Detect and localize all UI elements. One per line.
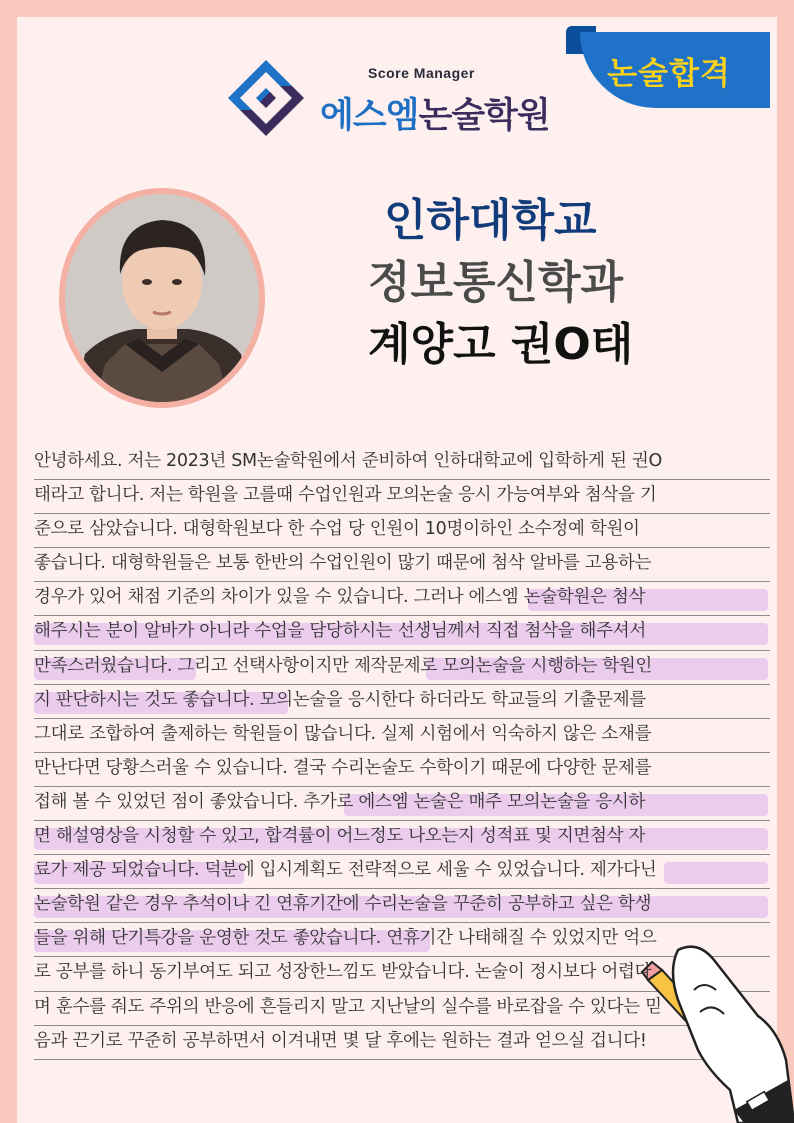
student-photo [65, 194, 259, 402]
highlight [664, 862, 768, 884]
pass-badge [566, 22, 778, 102]
logo-mark-icon [226, 58, 306, 138]
essay-line: 좋습니다. 대형학원들은 보통 한반의 수업인원이 많기 때문에 첨삭 알바를 고용하는 [34, 548, 770, 582]
essay-line: 경우가 있어 채점 기준의 차이가 있을 수 있습니다. 그러나 에스엠 논술학원은 첨삭 [34, 582, 770, 616]
university-title: 인하대학교 [384, 195, 597, 246]
logo-name-part2: 논술학원 [418, 96, 550, 136]
student-portrait-image [65, 194, 259, 402]
badge-label: 논술합격 [607, 56, 731, 92]
essay-line: 음과 끈기로 꾸준히 공부하면서 이겨내면 몇 달 후에는 원하는 결과 얻으실 겁니다! [34, 1026, 770, 1060]
essay-line: 태라고 합니다. 저는 학원을 고를때 수업인원과 모의논술 응시 가능여부와 첨삭을 기 [34, 480, 770, 514]
essay-line: 로 공부를 하니 동기부여도 되고 성장한느낌도 받았습니다. 논술이 정시보다 어렵다 [34, 957, 770, 991]
essay-line: 료가 제공 되었습니다. 덕분에 입시계획도 전략적으로 세울 수 있었습니다. 제가다닌 [34, 855, 770, 889]
logo-subtitle: Score Manager [368, 65, 475, 81]
essay-line: 안녕하세요. 저는 2023년 SM논술학원에서 준비하여 인하대학교에 입학하게 된 권O [34, 446, 770, 480]
logo-name [320, 88, 550, 138]
department-title: 정보통신학과 [368, 257, 624, 308]
essay-line: 지 판단하시는 것도 좋습니다. 모의논술을 응시한다 하더라도 학교들의 기출문제를 [34, 685, 770, 719]
essay-line: 들을 위해 단기특강을 운영한 것도 좋았습니다. 연휴기간 나태해질 수 있었지만 억으 [34, 923, 770, 957]
essay-line: 그대로 조합하여 출제하는 학원들이 많습니다. 실제 시험에서 익숙하지 않은 소재를 [34, 719, 770, 753]
hand-pencil-icon [638, 920, 794, 1123]
essay-line: 만난다면 당황스러울 수 있습니다. 결국 수리논술도 수학이기 때문에 다양한 문제를 [34, 753, 770, 787]
essay-line: 논술학원 같은 경우 추석이나 긴 연휴기간에 수리논술을 꾸준히 공부하고 싶은 학생 [34, 889, 770, 923]
student-title: 계양고 권O태 [368, 319, 634, 370]
essay-line: 며 훈수를 줘도 주위의 반응에 흔들리지 말고 지난날의 실수를 바로잡을 수 있다는 믿 [34, 992, 770, 1026]
essay-line: 해주시는 분이 알바가 아니라 수업을 담당하시는 선생님께서 직접 첨삭을 해주셔서 [34, 616, 770, 650]
essay-line: 면 해설영상을 시청할 수 있고, 합격률이 어느정도 나오는지 성적표 및 지면첨삭 자 [34, 821, 770, 855]
essay-line: 접해 볼 수 있었던 점이 좋았습니다. 추가로 에스엠 논술은 매주 모의논술을 응시하 [34, 787, 770, 821]
student-photo-frame [59, 188, 265, 408]
academy-logo [226, 58, 566, 138]
essay-line: 준으로 삼았습니다. 대형학원보다 한 수업 당 인원이 10명이하인 소수정예 학원이 [34, 514, 770, 548]
logo-name-part1: 에스엠 [320, 96, 419, 136]
essay-line: 만족스러웠습니다. 그리고 선택사항이지만 제작문제로 모의논술을 시행하는 학원인 [34, 651, 770, 685]
